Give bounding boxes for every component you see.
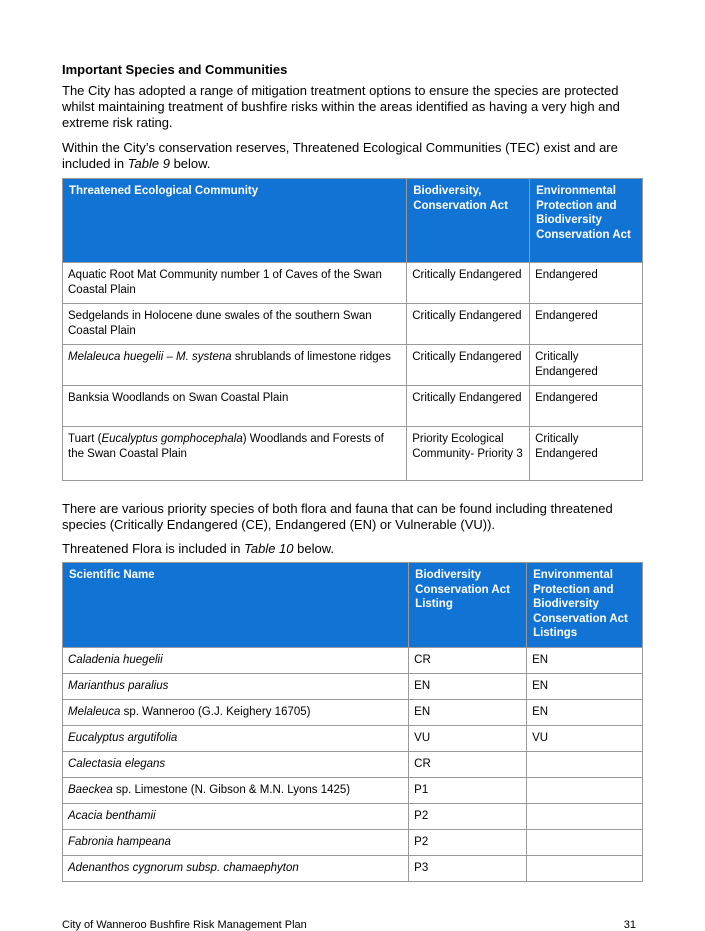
table-row — [63, 856, 643, 882]
community-cell: Sedgelands in Holocene dune swales of the southern Swan Coastal Plain — [63, 304, 407, 345]
epbc-listing-cell — [527, 830, 643, 856]
epbc-act-cell: Endangered — [530, 386, 643, 427]
column-header-bc-act: Biodiversity, Conservation Act — [407, 179, 530, 263]
footer-document-title: City of Wanneroo Bushfire Risk Management Plan — [62, 919, 307, 931]
table-header-row — [63, 179, 643, 263]
column-header-epbc-act: Environmental Protection and Biodiversity Conservation Act — [530, 179, 643, 263]
scientific-name-cell: Caladenia huegelii — [63, 648, 409, 674]
community-cell: Aquatic Root Mat Community number 1 of Caves of the Swan Coastal Plain — [63, 263, 407, 304]
epbc-act-cell: Endangered — [530, 304, 643, 345]
community-cell — [63, 427, 407, 481]
column-header-community: Threatened Ecological Community — [63, 179, 407, 263]
bc-listing-cell: VU — [409, 726, 527, 752]
genus-name: Melaleuca — [68, 706, 121, 718]
flora-paragraph-end: below. — [293, 541, 334, 556]
bc-act-cell: Critically Endangered — [407, 304, 530, 345]
scientific-name-cell — [63, 778, 409, 804]
species-description: sp. Limestone (N. Gibson & M.N. Lyons 1425) — [112, 784, 351, 796]
tec-paragraph — [62, 140, 647, 172]
community-species-name: Eucalyptus gomphocephala — [101, 433, 243, 445]
community-cell — [63, 345, 407, 386]
community-prefix: Tuart ( — [68, 433, 102, 445]
table-10-threatened-flora — [62, 562, 643, 882]
tec-paragraph-text: Within the City’s conservation reserves, Threatened Ecological Communities (TEC) exist and are included in — [62, 140, 618, 171]
bc-listing-cell: CR — [409, 752, 527, 778]
table-row — [63, 427, 643, 481]
table-9-threatened-communities — [62, 178, 643, 481]
epbc-act-cell: Endangered — [530, 263, 643, 304]
bc-listing-cell: P2 — [409, 830, 527, 856]
epbc-listing-cell: EN — [527, 648, 643, 674]
bc-act-cell: Priority Ecological Community- Priority 3 — [407, 427, 530, 481]
genus-name: Baeckea — [68, 784, 113, 796]
epbc-act-cell: Critically Endangered — [530, 427, 643, 481]
table-row — [63, 263, 643, 304]
table10-reference: Table 10 — [244, 541, 294, 556]
table-header-row — [63, 563, 643, 648]
tec-paragraph-end: below. — [169, 156, 211, 171]
community-description: shrublands of limestone ridges — [231, 351, 391, 363]
epbc-listing-cell — [527, 856, 643, 882]
section-heading: Important Species and Communities — [62, 62, 288, 77]
table9-reference: Table 9 — [127, 156, 170, 171]
bc-listing-cell: P2 — [409, 804, 527, 830]
page-footer — [62, 919, 636, 931]
epbc-listing-cell: VU — [527, 726, 643, 752]
community-description: ) Woodlands and Forests of the Swan Coastal Plain — [68, 433, 384, 460]
bc-listing-cell: CR — [409, 648, 527, 674]
scientific-name-cell: Marianthus paralius — [63, 674, 409, 700]
table-row — [63, 386, 643, 427]
table-row — [63, 304, 643, 345]
table-row — [63, 752, 643, 778]
scientific-name-cell: Acacia benthamii — [63, 804, 409, 830]
bc-act-cell: Critically Endangered — [407, 263, 530, 304]
scientific-name-cell: Adenanthos cygnorum subsp. chamaephyton — [63, 856, 409, 882]
intro-paragraph: The City has adopted a range of mitigation treatment options to ensure the species are protected whilst maintaining treatment of bushfire risks within the areas identified as having a very high and extreme risk rating. — [62, 83, 620, 130]
scientific-name-cell — [63, 700, 409, 726]
table-row — [63, 345, 643, 386]
bc-listing-cell: EN — [409, 674, 527, 700]
bc-act-cell: Critically Endangered — [407, 345, 530, 386]
page-number: 31 — [623, 919, 636, 931]
scientific-name-cell: Fabronia hampeana — [63, 830, 409, 856]
scientific-name-cell: Eucalyptus argutifolia — [63, 726, 409, 752]
community-cell: Banksia Woodlands on Swan Coastal Plain — [63, 386, 407, 427]
species-description: sp. Wanneroo (G.J. Keighery 16705) — [120, 706, 311, 718]
table-row — [63, 674, 643, 700]
bc-act-cell: Critically Endangered — [407, 386, 530, 427]
table-row — [63, 648, 643, 674]
bc-listing-cell: P3 — [409, 856, 527, 882]
scientific-name-cell: Calectasia elegans — [63, 752, 409, 778]
epbc-listing-cell — [527, 804, 643, 830]
table-row — [63, 778, 643, 804]
table-row — [63, 804, 643, 830]
table-row — [63, 726, 643, 752]
flora-paragraph — [62, 541, 647, 557]
epbc-listing-cell: EN — [527, 700, 643, 726]
epbc-listing-cell: EN — [527, 674, 643, 700]
bc-listing-cell: P1 — [409, 778, 527, 804]
bc-listing-cell: EN — [409, 700, 527, 726]
column-header-epbc-listings: Environmental Protection and Biodiversity Conservation Act Listings — [527, 563, 643, 648]
epbc-listing-cell — [527, 752, 643, 778]
priority-species-paragraph: There are various priority species of both flora and fauna that can be found including threatened species (Critically Endangered (CE), Endangered (EN) or Vulnerable (VU)). — [62, 501, 613, 532]
flora-paragraph-text: Threatened Flora is included in — [62, 541, 245, 556]
table-row — [63, 700, 643, 726]
epbc-listing-cell — [527, 778, 643, 804]
table-row — [63, 830, 643, 856]
epbc-act-cell: Critically Endangered — [530, 345, 643, 386]
community-species-name: Melaleuca huegelii – M. systena — [68, 351, 232, 363]
column-header-scientific-name: Scientific Name — [63, 563, 409, 648]
column-header-bc-listing: Biodiversity Conservation Act Listing — [409, 563, 527, 648]
